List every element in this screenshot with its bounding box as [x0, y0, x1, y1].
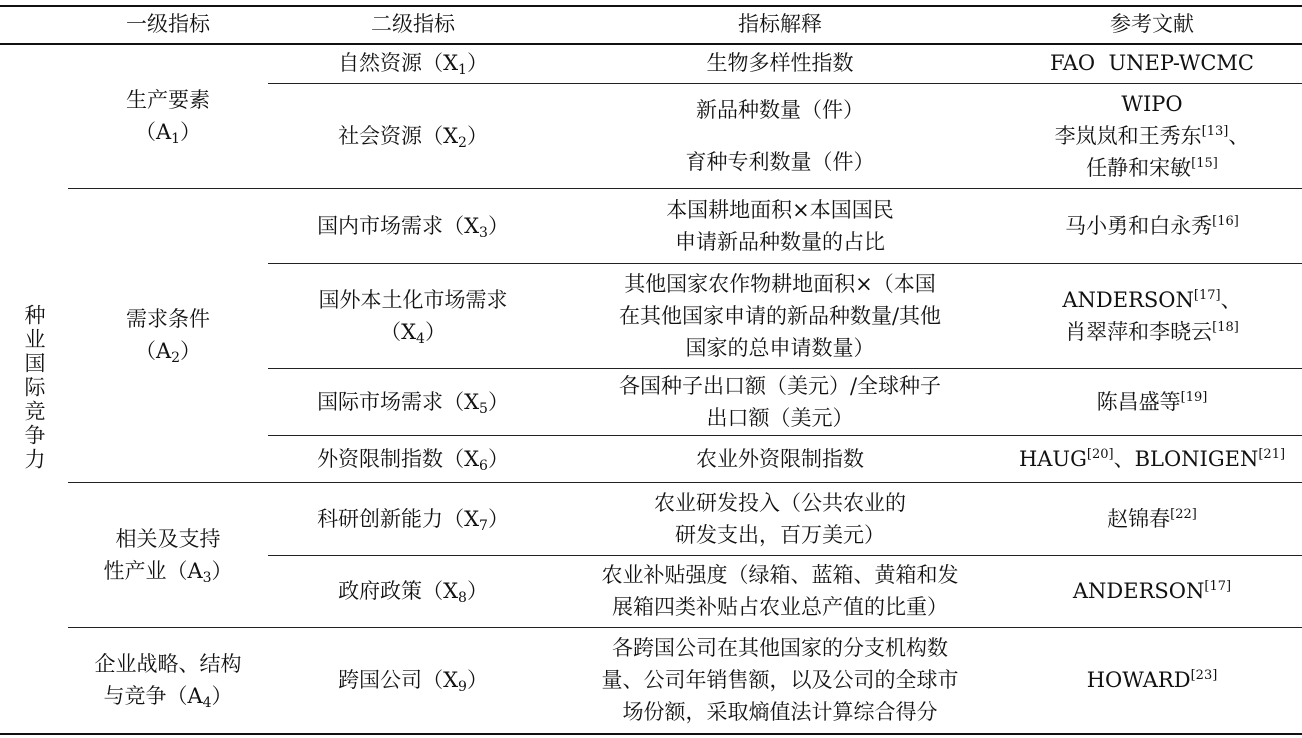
indicator-x2: 社会资源$(X_2)$	[338, 123, 488, 151]
references-x6: HAUG[20]、BLONIGEN[21]	[1018, 446, 1286, 471]
explanation-x5: 各国种子出口额（美元）/全球种子 出口额（美元）	[618, 373, 942, 430]
group-a2: 需求条件 $(A_2)$	[126, 307, 210, 366]
indicator-x3: 国内市场需求$(X_3)$	[317, 213, 509, 241]
group-a3: 相关及支持 性产业$(A_3)$	[103, 526, 233, 586]
header-level2: 二级指标	[371, 12, 455, 36]
references-x8: ANDERSON[17]	[1072, 579, 1232, 603]
group-a4: 企业战略、结构 与竞争$(A_4)$	[94, 652, 242, 711]
explanation-x7: 农业研发投入（公共农业的 研发支出，百万美元）	[654, 490, 906, 547]
indicator-x1: 自然资源$(X_1)$	[338, 51, 488, 78]
references-x2: WIPO 李岚岚和王秀东[13]、 任静和宋敏[15]	[1054, 91, 1250, 180]
references-x9: HOWARD[23]	[1086, 668, 1218, 692]
indicator-x6: 外资限制指数$(X_6)$	[317, 446, 509, 474]
explanation-x3: 本国耕地面积×本国国民 申请新品种数量的占比	[666, 197, 894, 254]
bottom-rule	[0, 733, 1302, 735]
references-x7: 赵锦春[22]	[1107, 506, 1197, 531]
top-category-label: 种业国际竞争力	[22, 304, 46, 472]
indicator-x7: 科研创新能力$(X_7)$	[317, 506, 509, 534]
indicator-x8: 政府政策$(X_8)$	[338, 579, 488, 606]
explanation-x6: 农业外资限制指数	[696, 446, 864, 471]
header-level1: 一级指标	[126, 12, 210, 36]
explanation-x2: 新品种数量（件） 育种专利数量（件）	[685, 97, 875, 174]
references-x3: 马小勇和白永秀[16]	[1065, 213, 1239, 238]
explanation-x4: 其他国家农作物耕地面积×（本国 在其他国家申请的新品种数量/其他 国家的总申请数量）	[618, 271, 942, 360]
explanation-x9: 各跨国公司在其他国家的分支机构数 量、公司年销售额，以及公司的全球市 场份额，采取熵值法计算综合得分	[601, 636, 959, 724]
header-explanation: 指标解释	[738, 12, 822, 36]
references-x5: 陈昌盛等[19]	[1096, 389, 1208, 414]
indicator-x4: 国外本土化市场需求 $(X_4)$	[318, 287, 508, 347]
group-a1: 生产要素 $(A_1)$	[126, 87, 210, 147]
indicator-x5: 国际市场需求$(X_5)$	[317, 389, 509, 417]
explanation-x8: 农业补贴强度（绿箱、蓝箱、黄箱和发 展箱四类补贴占农业总产值的比重）	[601, 563, 959, 619]
references-x1: FAO UNEP-WCMC	[1049, 51, 1255, 75]
explanation-x1: 生物多样性指数	[706, 51, 854, 75]
header-references: 参考文献	[1110, 12, 1194, 36]
references-x4: ANDERSON[17]、 肖翠萍和李晓云[18]	[1062, 287, 1242, 344]
indicator-x9: 跨国公司$(X_9)$	[338, 668, 488, 695]
